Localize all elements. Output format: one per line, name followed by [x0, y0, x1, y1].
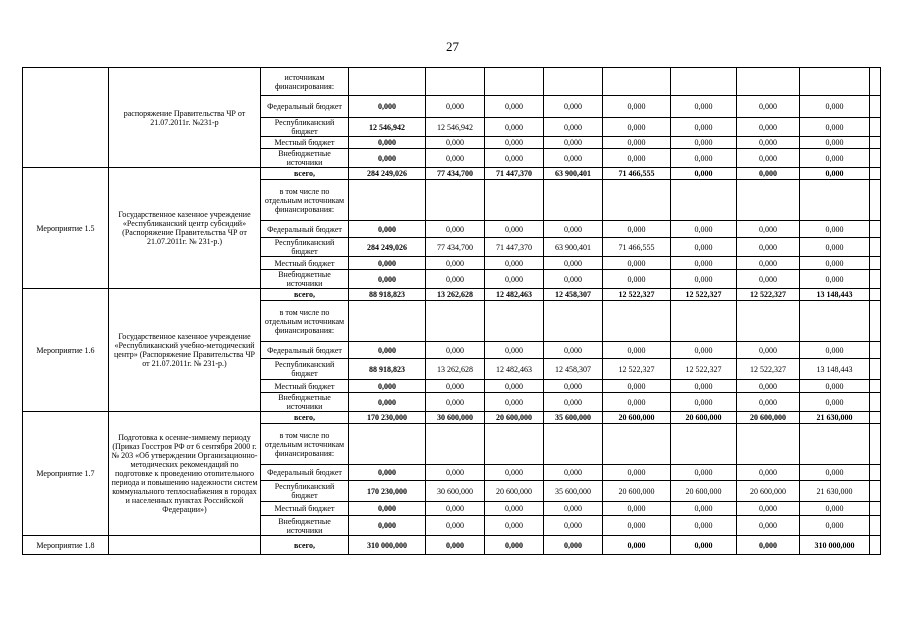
year-value-cell: 77 434,700 — [426, 238, 485, 257]
year-value-cell — [737, 301, 800, 342]
year-value-cell: 71 466,555 — [603, 168, 671, 180]
year-value-cell: 0,000 — [544, 536, 603, 555]
year-value-cell: 0,000 — [671, 238, 737, 257]
year-value-cell: 12 522,327 — [671, 289, 737, 301]
year-value-cell — [544, 68, 603, 96]
year-value-cell: 0,000 — [737, 168, 800, 180]
total-value-cell: 170 230,000 — [349, 412, 426, 424]
event-cell: Мероприятие 1.8 — [23, 536, 109, 555]
empty-cell — [870, 465, 881, 481]
year-value-cell: 310 000,000 — [800, 536, 870, 555]
total-value-cell: 0,000 — [349, 257, 426, 270]
year-value-cell: 0,000 — [800, 465, 870, 481]
year-value-cell: 0,000 — [426, 342, 485, 359]
year-value-cell: 0,000 — [800, 502, 870, 516]
year-value-cell — [737, 424, 800, 465]
year-value-cell: 21 630,000 — [800, 481, 870, 502]
year-value-cell: 0,000 — [603, 149, 671, 168]
year-value-cell: 0,000 — [544, 96, 603, 118]
year-value-cell: 0,000 — [485, 342, 544, 359]
table-row — [23, 536, 881, 555]
year-value-cell: 20 600,000 — [603, 412, 671, 424]
year-value-cell: 0,000 — [737, 536, 800, 555]
year-value-cell: 20 600,000 — [671, 481, 737, 502]
year-value-cell: 0,000 — [426, 393, 485, 412]
year-value-cell: 0,000 — [426, 149, 485, 168]
year-value-cell: 12 458,307 — [544, 359, 603, 380]
year-value-cell — [485, 301, 544, 342]
year-value-cell: 21 630,000 — [800, 412, 870, 424]
year-value-cell: 0,000 — [800, 149, 870, 168]
funding-source-cell: Местный бюджет — [261, 137, 349, 149]
year-value-cell: 0,000 — [800, 238, 870, 257]
year-value-cell: 0,000 — [603, 536, 671, 555]
empty-cell — [870, 380, 881, 393]
empty-cell — [870, 502, 881, 516]
year-value-cell: 12 522,327 — [737, 359, 800, 380]
year-value-cell: 0,000 — [544, 149, 603, 168]
year-value-cell: 0,000 — [544, 342, 603, 359]
funding-source-cell: Республиканский бюджет — [261, 118, 349, 137]
year-value-cell: 0,000 — [737, 257, 800, 270]
year-value-cell: 0,000 — [800, 516, 870, 536]
year-value-cell: 0,000 — [426, 465, 485, 481]
year-value-cell: 63 900,401 — [544, 238, 603, 257]
year-value-cell: 63 900,401 — [544, 168, 603, 180]
year-value-cell — [426, 424, 485, 465]
year-value-cell: 0,000 — [671, 221, 737, 238]
year-value-cell: 0,000 — [485, 149, 544, 168]
year-value-cell: 0,000 — [737, 465, 800, 481]
funding-source-cell: всего, — [261, 168, 349, 180]
year-value-cell: 20 600,000 — [603, 481, 671, 502]
funding-source-cell: всего, — [261, 412, 349, 424]
event-cell: Мероприятие 1.6 — [23, 289, 109, 412]
funding-source-cell: всего, — [261, 536, 349, 555]
total-value-cell — [349, 301, 426, 342]
year-value-cell: 0,000 — [800, 221, 870, 238]
table-row — [23, 412, 881, 424]
empty-cell — [870, 68, 881, 96]
year-value-cell — [426, 301, 485, 342]
year-value-cell: 0,000 — [603, 257, 671, 270]
funding-source-cell: Местный бюджет — [261, 502, 349, 516]
year-value-cell: 0,000 — [544, 380, 603, 393]
year-value-cell: 0,000 — [603, 342, 671, 359]
year-value-cell: 0,000 — [426, 137, 485, 149]
event-cell: Мероприятие 1.5 — [23, 168, 109, 289]
total-value-cell: 0,000 — [349, 465, 426, 481]
empty-cell — [870, 118, 881, 137]
funding-source-cell: Республиканский бюджет — [261, 481, 349, 502]
funding-source-cell: Федеральный бюджет — [261, 342, 349, 359]
year-value-cell: 20 600,000 — [737, 481, 800, 502]
funding-source-cell: Федеральный бюджет — [261, 221, 349, 238]
year-value-cell: 0,000 — [603, 96, 671, 118]
empty-cell — [870, 393, 881, 412]
year-value-cell: 0,000 — [426, 380, 485, 393]
year-value-cell: 0,000 — [485, 221, 544, 238]
year-value-cell: 77 434,700 — [426, 168, 485, 180]
year-value-cell: 0,000 — [737, 516, 800, 536]
year-value-cell — [800, 180, 870, 221]
year-value-cell — [800, 68, 870, 96]
year-value-cell: 20 600,000 — [737, 412, 800, 424]
empty-cell — [870, 424, 881, 465]
year-value-cell: 0,000 — [800, 270, 870, 289]
year-value-cell — [544, 180, 603, 221]
table-row — [23, 289, 881, 301]
year-value-cell: 0,000 — [737, 118, 800, 137]
total-value-cell: 12 546,942 — [349, 118, 426, 137]
empty-cell — [870, 96, 881, 118]
empty-cell — [870, 359, 881, 380]
year-value-cell: 0,000 — [485, 516, 544, 536]
year-value-cell — [603, 424, 671, 465]
year-value-cell: 0,000 — [544, 465, 603, 481]
year-value-cell: 0,000 — [737, 137, 800, 149]
year-value-cell: 0,000 — [671, 149, 737, 168]
year-value-cell: 0,000 — [485, 270, 544, 289]
year-value-cell — [737, 180, 800, 221]
event-cell — [23, 68, 109, 168]
empty-cell — [870, 412, 881, 424]
total-value-cell: 88 918,823 — [349, 359, 426, 380]
year-value-cell: 0,000 — [544, 221, 603, 238]
empty-cell — [870, 301, 881, 342]
year-value-cell — [671, 424, 737, 465]
total-value-cell: 0,000 — [349, 270, 426, 289]
total-value-cell: 0,000 — [349, 393, 426, 412]
year-value-cell: 0,000 — [485, 465, 544, 481]
year-value-cell: 0,000 — [603, 270, 671, 289]
year-value-cell: 0,000 — [800, 380, 870, 393]
total-value-cell: 0,000 — [349, 221, 426, 238]
year-value-cell: 0,000 — [800, 168, 870, 180]
year-value-cell: 0,000 — [603, 221, 671, 238]
year-value-cell: 0,000 — [485, 118, 544, 137]
funding-source-cell: Внебюджетные источники — [261, 149, 349, 168]
year-value-cell: 0,000 — [737, 270, 800, 289]
funding-source-cell: Федеральный бюджет — [261, 465, 349, 481]
funding-source-cell: Внебюджетные источники — [261, 516, 349, 536]
year-value-cell: 0,000 — [544, 118, 603, 137]
year-value-cell: 0,000 — [544, 270, 603, 289]
year-value-cell: 0,000 — [603, 465, 671, 481]
year-value-cell: 0,000 — [671, 380, 737, 393]
year-value-cell: 0,000 — [426, 270, 485, 289]
year-value-cell: 0,000 — [737, 342, 800, 359]
year-value-cell: 0,000 — [800, 393, 870, 412]
empty-cell — [870, 342, 881, 359]
funding-source-cell: в том числе по отдельным источникам финансирования: — [261, 424, 349, 465]
empty-cell — [870, 481, 881, 502]
total-value-cell — [349, 424, 426, 465]
year-value-cell: 0,000 — [426, 257, 485, 270]
total-value-cell: 310 000,000 — [349, 536, 426, 555]
total-value-cell: 88 918,823 — [349, 289, 426, 301]
year-value-cell: 0,000 — [671, 393, 737, 412]
year-value-cell: 0,000 — [544, 257, 603, 270]
year-value-cell — [603, 68, 671, 96]
total-value-cell: 0,000 — [349, 502, 426, 516]
year-value-cell: 0,000 — [671, 502, 737, 516]
year-value-cell: 12 546,942 — [426, 118, 485, 137]
empty-cell — [870, 536, 881, 555]
year-value-cell: 71 447,370 — [485, 238, 544, 257]
funding-source-cell: Внебюджетные источники — [261, 270, 349, 289]
funding-source-cell: источникам финансирования: — [261, 68, 349, 96]
year-value-cell: 0,000 — [485, 257, 544, 270]
total-value-cell: 0,000 — [349, 137, 426, 149]
year-value-cell: 30 600,000 — [426, 481, 485, 502]
funding-source-cell: Республиканский бюджет — [261, 359, 349, 380]
year-value-cell: 13 262,628 — [426, 359, 485, 380]
description-cell: Подготовка к осенне-зимнему периоду (Приказ Госстроя РФ от 6 сентября 2000 г. № 203 «Об утверждении Организационно-методических рекомендаций по подготовке к проведению отопительного периода и повышению надежности систем коммунального теплоснабжения в городах и населенных пунктах Российской Федерации») — [109, 412, 261, 536]
total-value-cell: 0,000 — [349, 96, 426, 118]
empty-cell — [870, 149, 881, 168]
year-value-cell: 0,000 — [737, 380, 800, 393]
year-value-cell — [800, 424, 870, 465]
year-value-cell: 0,000 — [485, 536, 544, 555]
year-value-cell: 0,000 — [544, 502, 603, 516]
year-value-cell — [426, 68, 485, 96]
empty-cell — [870, 257, 881, 270]
total-value-cell: 0,000 — [349, 342, 426, 359]
year-value-cell: 0,000 — [737, 149, 800, 168]
year-value-cell: 13 148,443 — [800, 289, 870, 301]
year-value-cell: 0,000 — [426, 502, 485, 516]
year-value-cell: 0,000 — [485, 380, 544, 393]
year-value-cell: 35 600,000 — [544, 481, 603, 502]
year-value-cell: 13 262,628 — [426, 289, 485, 301]
year-value-cell: 0,000 — [426, 516, 485, 536]
empty-cell — [870, 168, 881, 180]
table-row — [23, 68, 881, 96]
year-value-cell: 0,000 — [737, 238, 800, 257]
year-value-cell — [485, 180, 544, 221]
year-value-cell: 0,000 — [671, 270, 737, 289]
year-value-cell: 0,000 — [671, 257, 737, 270]
year-value-cell: 0,000 — [671, 536, 737, 555]
year-value-cell: 0,000 — [485, 137, 544, 149]
year-value-cell: 0,000 — [603, 516, 671, 536]
year-value-cell: 0,000 — [671, 516, 737, 536]
empty-cell — [870, 516, 881, 536]
year-value-cell — [485, 424, 544, 465]
year-value-cell: 0,000 — [426, 221, 485, 238]
total-value-cell — [349, 68, 426, 96]
funding-source-cell: Местный бюджет — [261, 380, 349, 393]
description-cell — [109, 536, 261, 555]
year-value-cell: 0,000 — [603, 393, 671, 412]
funding-source-cell: всего, — [261, 289, 349, 301]
funding-source-cell: в том числе по отдельным источникам финансирования: — [261, 301, 349, 342]
year-value-cell: 35 600,000 — [544, 412, 603, 424]
total-value-cell: 284 249,026 — [349, 168, 426, 180]
year-value-cell: 12 482,463 — [485, 289, 544, 301]
year-value-cell — [544, 424, 603, 465]
year-value-cell: 12 458,307 — [544, 289, 603, 301]
year-value-cell — [671, 301, 737, 342]
year-value-cell — [485, 68, 544, 96]
year-value-cell — [671, 180, 737, 221]
year-value-cell: 0,000 — [485, 393, 544, 412]
year-value-cell: 0,000 — [671, 168, 737, 180]
year-value-cell: 0,000 — [800, 118, 870, 137]
year-value-cell: 0,000 — [671, 465, 737, 481]
year-value-cell: 0,000 — [671, 96, 737, 118]
year-value-cell: 0,000 — [544, 137, 603, 149]
year-value-cell: 0,000 — [737, 221, 800, 238]
year-value-cell: 12 482,463 — [485, 359, 544, 380]
year-value-cell: 13 148,443 — [800, 359, 870, 380]
year-value-cell: 12 522,327 — [603, 289, 671, 301]
total-value-cell: 170 230,000 — [349, 481, 426, 502]
year-value-cell — [671, 68, 737, 96]
total-value-cell: 0,000 — [349, 380, 426, 393]
funding-source-cell: Федеральный бюджет — [261, 96, 349, 118]
table-row — [23, 168, 881, 180]
year-value-cell — [544, 301, 603, 342]
funding-source-cell: Внебюджетные источники — [261, 393, 349, 412]
year-value-cell: 0,000 — [485, 96, 544, 118]
year-value-cell — [603, 180, 671, 221]
year-value-cell: 0,000 — [544, 516, 603, 536]
year-value-cell: 30 600,000 — [426, 412, 485, 424]
event-cell: Мероприятие 1.7 — [23, 412, 109, 536]
description-cell: распоряжение Правительства ЧР от 21.07.2011г. №231-р — [109, 68, 261, 168]
year-value-cell: 0,000 — [800, 96, 870, 118]
year-value-cell: 0,000 — [800, 342, 870, 359]
year-value-cell: 0,000 — [426, 536, 485, 555]
empty-cell — [870, 137, 881, 149]
funding-source-cell: Местный бюджет — [261, 257, 349, 270]
funding-source-cell: в том числе по отдельным источникам финансирования: — [261, 180, 349, 221]
year-value-cell: 0,000 — [671, 342, 737, 359]
total-value-cell: 284 249,026 — [349, 238, 426, 257]
year-value-cell: 0,000 — [800, 257, 870, 270]
year-value-cell — [737, 68, 800, 96]
year-value-cell: 0,000 — [800, 137, 870, 149]
year-value-cell: 0,000 — [737, 502, 800, 516]
year-value-cell: 0,000 — [603, 137, 671, 149]
year-value-cell: 0,000 — [603, 380, 671, 393]
empty-cell — [870, 180, 881, 221]
empty-cell — [870, 289, 881, 301]
year-value-cell: 71 447,370 — [485, 168, 544, 180]
year-value-cell: 0,000 — [671, 137, 737, 149]
year-value-cell: 0,000 — [737, 393, 800, 412]
total-value-cell: 0,000 — [349, 149, 426, 168]
funding-source-cell: Республиканский бюджет — [261, 238, 349, 257]
year-value-cell: 0,000 — [671, 118, 737, 137]
description-cell: Государственное казенное учреждение «Республиканский центр субсидий» (Распоряжение Правительства ЧР от 21.07.2011г. № 231-р.) — [109, 168, 261, 289]
year-value-cell: 12 522,327 — [737, 289, 800, 301]
empty-cell — [870, 270, 881, 289]
budget-table — [22, 67, 881, 555]
year-value-cell: 0,000 — [426, 96, 485, 118]
year-value-cell — [603, 301, 671, 342]
empty-cell — [870, 221, 881, 238]
year-value-cell: 0,000 — [603, 502, 671, 516]
year-value-cell: 20 600,000 — [485, 481, 544, 502]
total-value-cell — [349, 180, 426, 221]
year-value-cell — [426, 180, 485, 221]
year-value-cell: 0,000 — [737, 96, 800, 118]
total-value-cell: 0,000 — [349, 516, 426, 536]
year-value-cell: 20 600,000 — [671, 412, 737, 424]
year-value-cell: 12 522,327 — [603, 359, 671, 380]
page-number: 27 — [446, 39, 459, 54]
year-value-cell — [800, 301, 870, 342]
year-value-cell: 0,000 — [544, 393, 603, 412]
year-value-cell: 20 600,000 — [485, 412, 544, 424]
year-value-cell: 12 522,327 — [671, 359, 737, 380]
empty-cell — [870, 238, 881, 257]
year-value-cell: 0,000 — [603, 118, 671, 137]
year-value-cell: 0,000 — [485, 502, 544, 516]
description-cell: Государственное казенное учреждение «Республиканский учебно-методический центр» (Распоряжение Правительства ЧР от 21.07.2011г. № 231-р.) — [109, 289, 261, 412]
year-value-cell: 71 466,555 — [603, 238, 671, 257]
